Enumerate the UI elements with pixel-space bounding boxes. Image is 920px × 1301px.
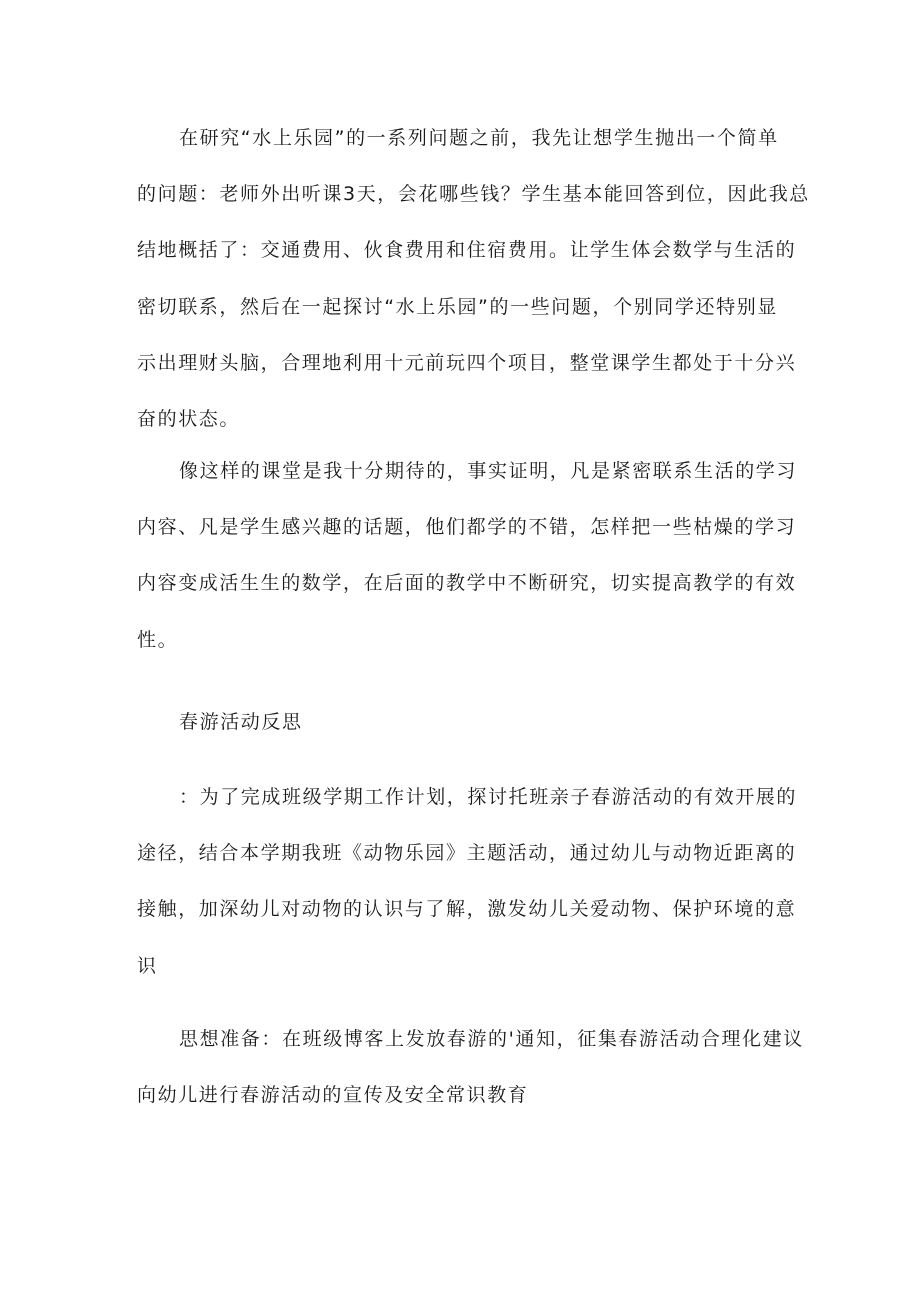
paragraph-water-park xyxy=(137,110,810,447)
text-line: 内容、凡是学生感兴趣的话题，他们都学的不错，怎样把一些枯燥的学习 xyxy=(137,516,797,539)
text-line: 途径，结合本学期我班《动物乐园》主题活动，通过幼儿与动物近距离的 xyxy=(137,842,797,865)
paragraph-classroom-reflection xyxy=(137,443,797,668)
section-heading: 春游活动反思 xyxy=(179,711,303,733)
text-line: 性。 xyxy=(137,628,179,651)
paragraph-preparation xyxy=(137,1011,804,1123)
text-line: 向幼儿进行春游活动的宣传及安全常识教育 xyxy=(137,1084,529,1107)
text-line: ：为了完成班级学期工作计划，探讨托班亲子春游活动的有效开展的 xyxy=(179,786,798,808)
text-line: 接触，加深幼儿对动物的认识与了解，激发幼儿关爱动物、保护环境的意 xyxy=(137,898,797,921)
text-line: 识 xyxy=(137,954,158,977)
text-line: 像这样的课堂是我十分期待的，事实证明，凡是紧密联系生活的学习 xyxy=(179,460,798,482)
text-line: 在研究“水上乐园”的一系列问题之前，我先让想学生抛出一个简单 xyxy=(179,127,779,149)
text-line: 结地概括了：交通费用、伙食费用和住宿费用。让学生体会数学与生活的 xyxy=(137,239,797,262)
text-line: 密切联系，然后在一起探讨“水上乐园”的一些问题，个别同学还特别显 xyxy=(137,295,778,318)
text-line: 内容变成活生生的数学，在后面的教学中不断研究，切实提高教学的有效 xyxy=(137,572,797,595)
text-line: 的问题：老师外出听课3天，会花哪些钱？学生基本能回答到位，因此我总 xyxy=(137,183,810,206)
text-line: 奋的状态。 xyxy=(137,408,241,431)
paragraph-spring-outing-goal xyxy=(137,769,797,994)
text-line: 思想准备：在班级博客上发放春游的'通知，征集春游活动合理化建议 xyxy=(179,1028,804,1050)
text-line: 示出理财头脑，合理地利用十元前玩四个项目，整堂课学生都处于十分兴 xyxy=(137,351,797,374)
